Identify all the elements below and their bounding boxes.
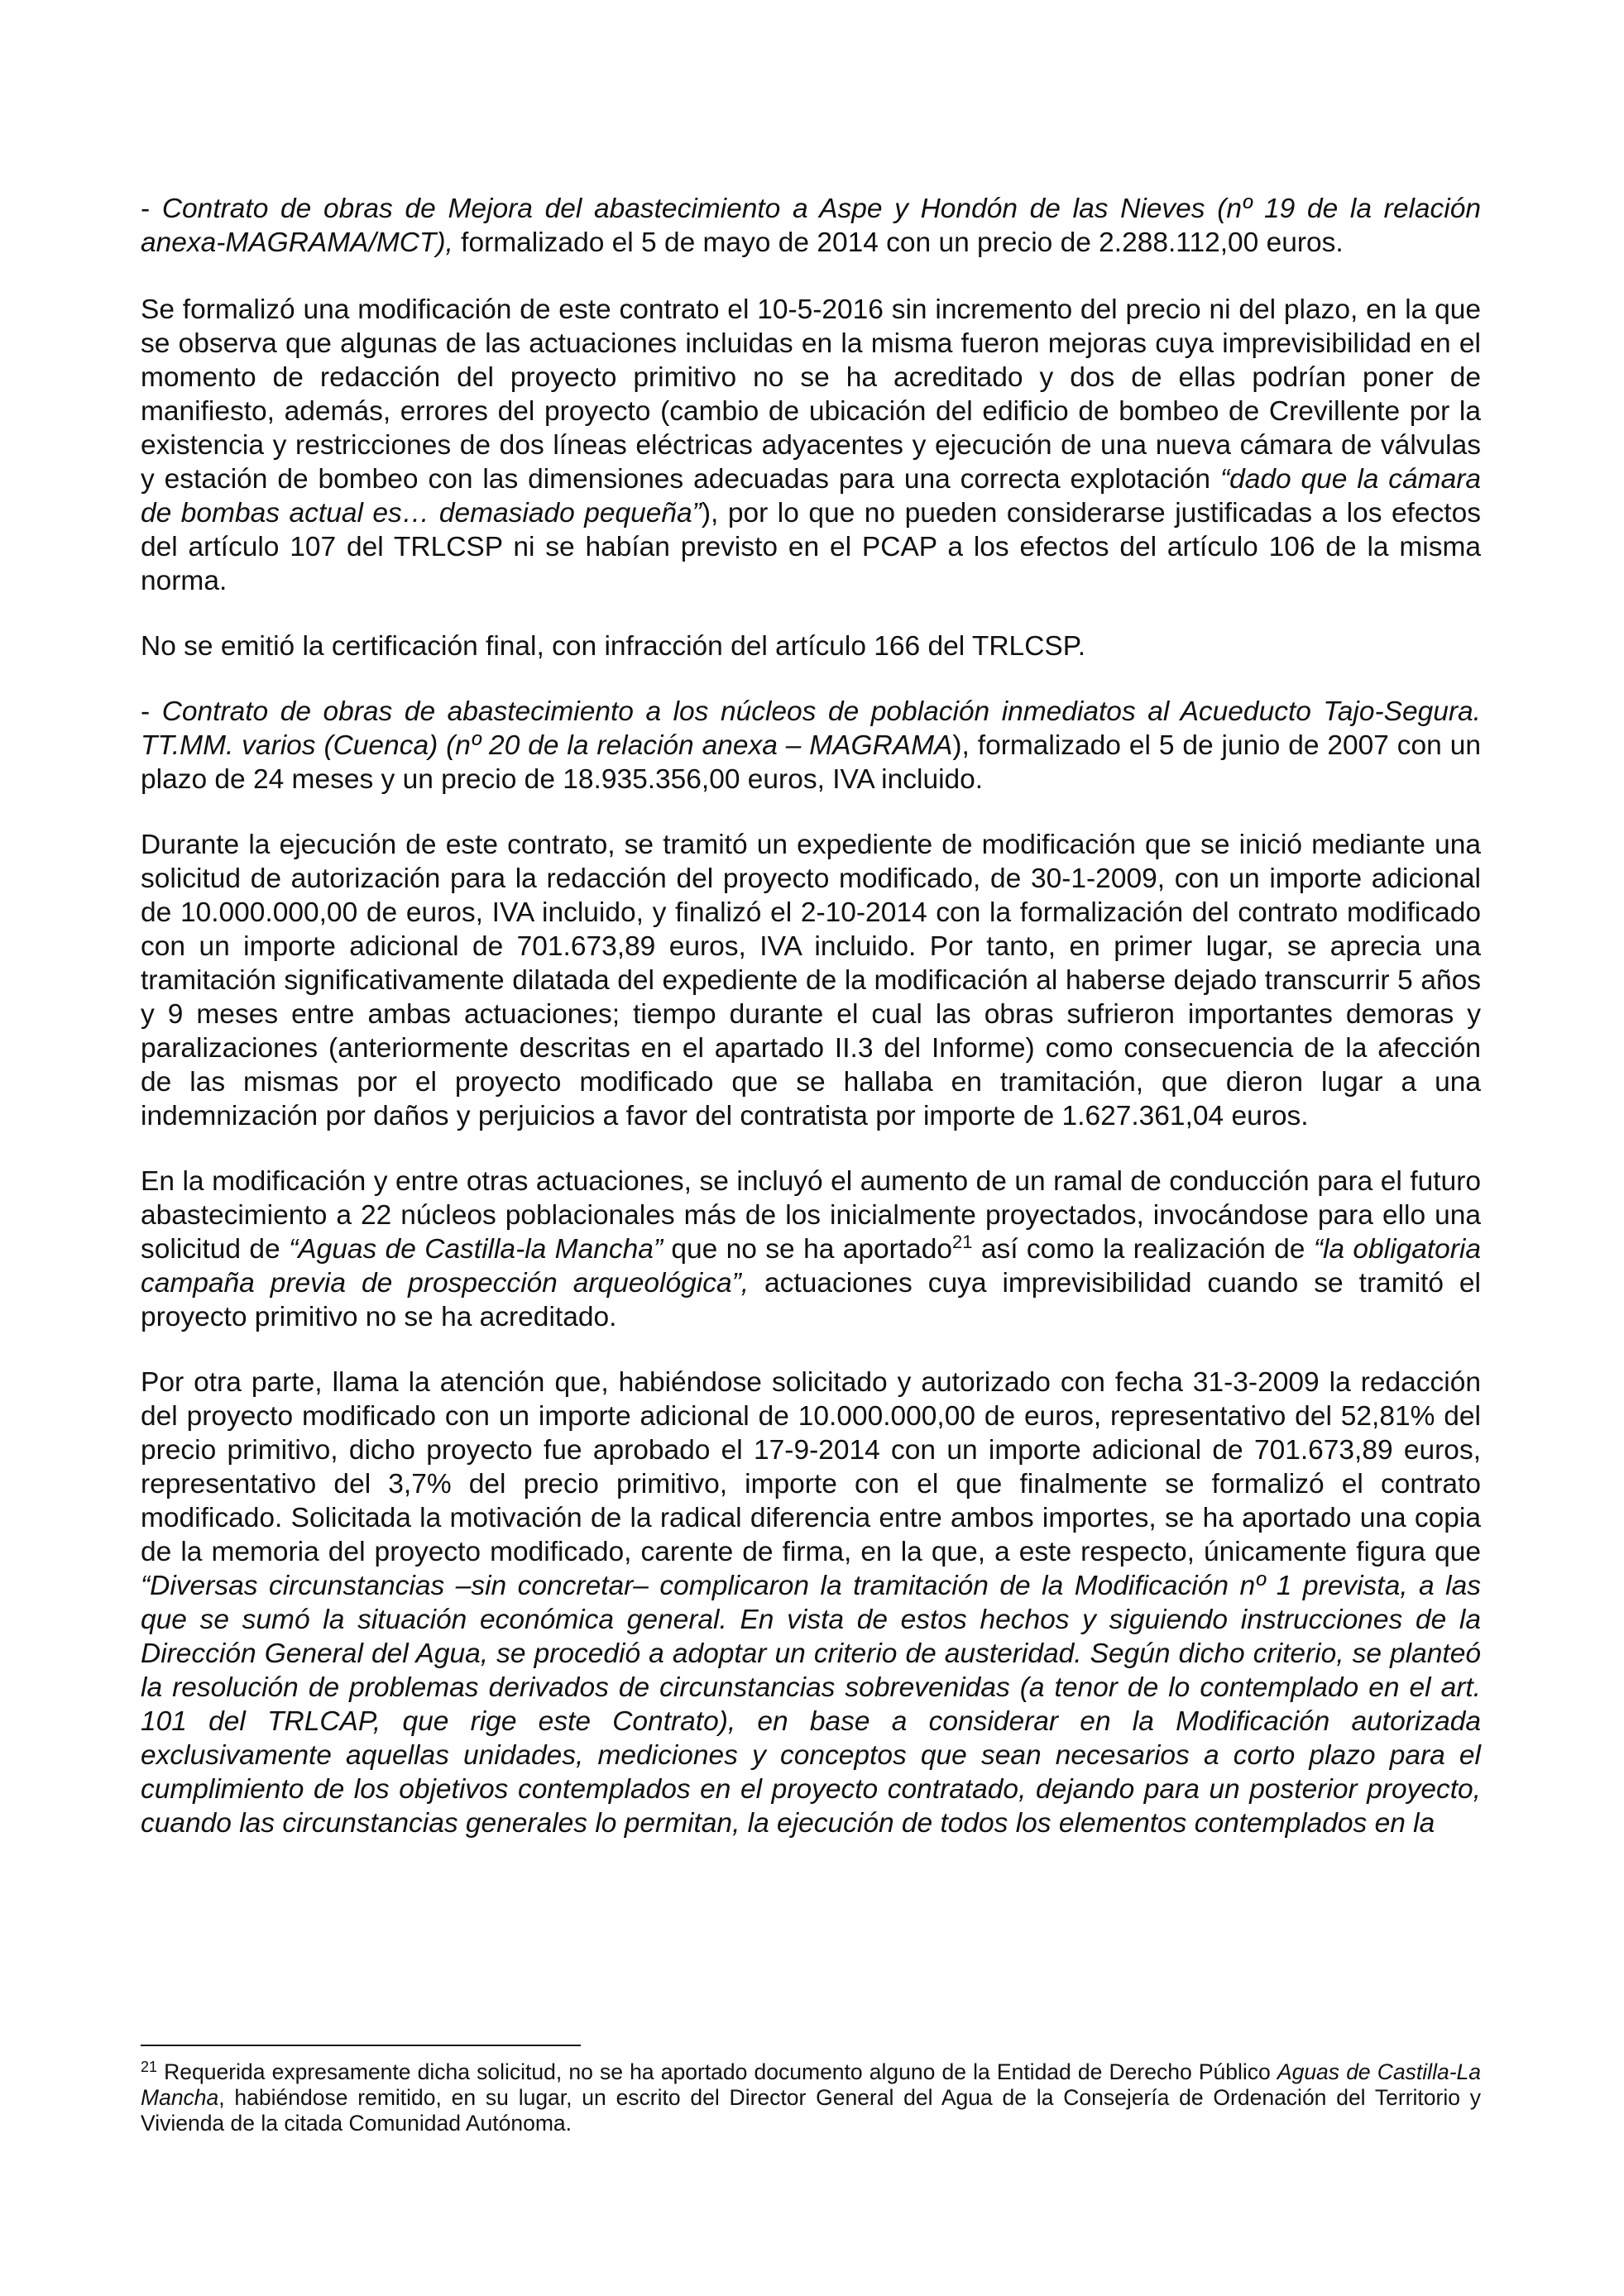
quoted-text: “Aguas de Castilla-la Mancha” — [289, 1234, 663, 1265]
paragraph-text: ), por lo que no pueden considerarse justificadas a los efectos del artículo 107 del TRLCSP ni se habían previsto en el PCAP a los efectos del artículo 106 de la misma norma. — [141, 498, 1481, 596]
paragraph-text: formalizado el 5 de mayo de 2014 con un precio de 2.288.112,00 euros. — [453, 227, 1344, 258]
quoted-text: “dado que la cámara de bombas actual es… demasiado pequeña” — [141, 464, 1481, 529]
quoted-text: “la obligatoria campaña previa de prospección arqueológica”, — [141, 1234, 1481, 1299]
paragraph-text: que no se ha aportado — [663, 1234, 952, 1265]
paragraph-text: Se formalizó una modificación de este contrato el 10-5-2016 sin incremento del precio ni del plazo, en la que se observa que algunas de las actuaciones incluidas en la misma fueron mejoras cuya imprevisibilidad en el momento de redacción del proyecto primitivo no se ha acreditado y dos de ellas podrían poner de manifiesto, además, errores del proyecto (cambio de ubicación del edificio de bombeo de Crevillente por la existencia y restricciones de dos líneas eléctricas adyacentes y ejecución de una nueva cámara de válvulas y estación de bombeo con las dimensiones adecuadas para una correcta explotación — [141, 294, 1481, 495]
footnote-entity-name: Aguas de Castilla-La Mancha — [141, 2059, 1481, 2110]
paragraph-text: En la modificación y entre otras actuaciones, se incluyó el aumento de un ramal de conducción para el futuro abastecimiento a 22 núcleos poblacionales más de los inicialmente proyectados, invocándose para ello una solicitud de — [141, 1166, 1481, 1265]
footnote-text: , habiéndose remitido, en su lugar, un escrito del Director General del Agua de la Consejería de Ordenación del Territorio y Vivienda de la citada Comunidad Autónoma. — [141, 2085, 1481, 2136]
footnote-reference[interactable]: 21 — [951, 1232, 973, 1252]
paragraph-text: Por otra parte, llama la atención que, habiéndose solicitado y autorizado con fecha 31-3-2009 la redacción del proyecto modificado con un importe adicional de 10.000.000,00 de euros, representativo del 52,81% del precio primitivo, dicho proyecto fue aprobado el 17-9-2014 con un importe adicional de 701.673,89 euros, representativo del 3,7% del precio primitivo, importe con el que finalmente se formalizó el contrato modificado. Solicitada la motivación de la radical diferencia entre ambos importes, se ha aportado una copia de la memoria del proyecto modificado, carente de firma, en la que, a este respecto, únicamente figura que — [141, 1367, 1481, 1567]
paragraph-proyecto-modificado — [141, 1366, 1481, 1840]
footnote-number: 21 — [141, 2059, 158, 2075]
paragraph-ejecucion-contrato — [141, 828, 1481, 1133]
paragraph-ramal-conduccion — [141, 1165, 1481, 1334]
paragraph-text: - — [141, 696, 162, 727]
contract-title: Contrato de obras de Mejora del abastecimiento a Aspe y Hondón de las Nieves (nº 19 de la relación anexa-MAGRAMA/MCT), — [141, 194, 1481, 258]
paragraph-text: - — [141, 194, 162, 224]
paragraph-contrato-tajo-segura — [141, 695, 1481, 796]
footnote-separator — [141, 2045, 581, 2046]
quoted-text: “Diversas circunstancias –sin concretar– complicaron la tramitación de la Modificación nº 1 prevista, a las que se sumó la situación económica general. En vista de estos hechos y siguiendo instrucciones de la Dirección General del Agua, se procedió a adoptar un criterio de austeridad. Según dicho criterio, se planteó la resolución de problemas derivados de circunstancias sobrevenidas (a tenor de lo contemplado en el art. 101 del TRLCAP, que rige este Contrato), en base a considerar en la Modificación autorizada exclusivamente aquellas unidades, mediciones y conceptos que sean necesarios a corto plazo para el cumplimiento de los objetivos contemplados en el proyecto contratado, dejando para un posterior proyecto, cuando las circunstancias generales lo permitan, la ejecución de todos los elementos contemplados en la — [141, 1571, 1481, 1839]
paragraph-text: ), formalizado el 5 de junio de 2007 con un plazo de 24 meses y un precio de 18.935.356,00 euros, IVA incluido. — [141, 730, 1481, 795]
footnote-text: Requerida expresamente dicha solicitud, no se ha aportado documento alguno de la Entidad de Derecho Público — [157, 2059, 1277, 2084]
paragraph-contrato-aspe-hondon — [141, 192, 1481, 260]
paragraph-text: No se emitió la certificación final, con infracción del artículo 166 del TRLCSP. — [141, 631, 1086, 662]
paragraph-certificacion-final — [141, 629, 1481, 663]
paragraph-text: así como la realización de — [972, 1234, 1314, 1265]
footnote-21 — [141, 2059, 1481, 2136]
paragraph-modificacion-aspe — [141, 293, 1481, 598]
paragraph-text: Durante la ejecución de este contrato, se tramitó un expediente de modificación que se inició mediante una solicitud de autorización para la redacción del proyecto modificado, de 30-1-2009, con un importe adicional de 10.000.000,00 de euros, IVA incluido, y finalizó el 2-10-2014 con la formalización del contrato modificado con un importe adicional de 701.673,89 euros, IVA incluido. Por tanto, en primer lugar, se aprecia una tramitación significativamente dilatada del expediente de la modificación al haberse dejado transcurrir 5 años y 9 meses entre ambas actuaciones; tiempo durante el cual las obras sufrieron importantes demoras y paralizaciones (anteriormente descritas en el apartado II.3 del Informe) como consecuencia de la afección de las mismas por el proyecto modificado que se hallaba en tramitación, que dieron lugar a una indemnización por daños y perjuicios a favor del contratista por importe de 1.627.361,04 euros. — [141, 830, 1481, 1131]
document-body — [141, 192, 1481, 1872]
contract-title: Contrato de obras de abastecimiento a los núcleos de población inmediatos al Acueducto Tajo-Segura. TT.MM. varios (Cuenca) (nº 20 de la relación anexa – MAGRAMA — [141, 696, 1481, 761]
paragraph-text: actuaciones cuya imprevisibilidad cuando se tramitó el proyecto primitivo no se ha acreditado. — [141, 1268, 1482, 1332]
